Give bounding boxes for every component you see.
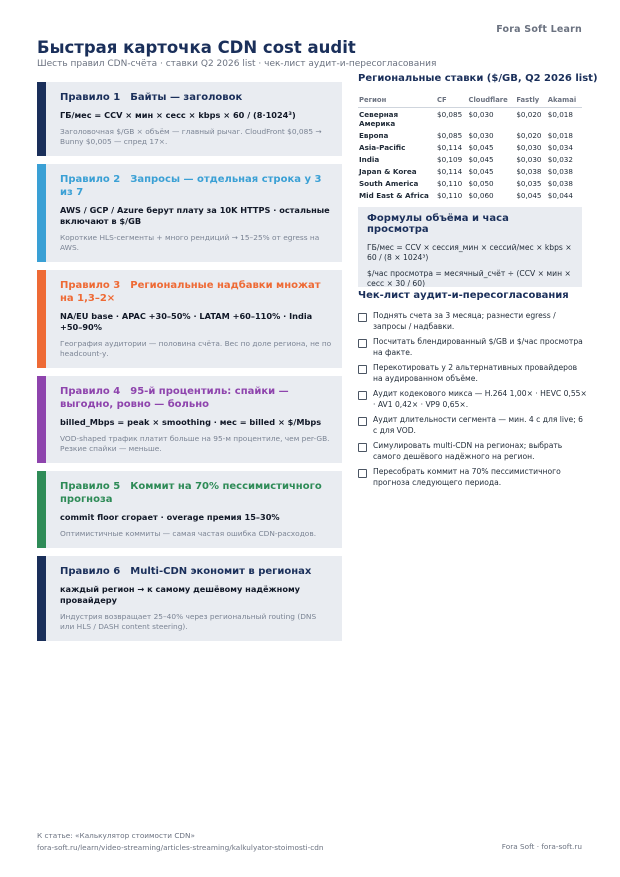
checklist-item-text: Пересобрать коммит на 70% пессимистичного прогноза следующего периода.: [373, 467, 561, 487]
rule-title: Запросы — отдельная строка у 3 из 7: [60, 174, 322, 198]
table-row: [358, 141, 582, 153]
table-row: [358, 189, 582, 201]
checklist-item: [358, 363, 588, 384]
rule-note: Короткие HLS-сегменты + много рендиций → 15–25% от egress на AWS.: [60, 233, 320, 252]
checklist-item: [358, 415, 588, 436]
rule-formula: каждый регион → к самому дешёвому надёжному провайдеру: [60, 584, 300, 605]
rule-heading: [60, 279, 332, 305]
checklist-item-text: Симулировать multi-CDN на регионах; выбрать самого дешёвого надёжного на регион.: [373, 441, 563, 461]
rule-title: Байты — заголовок: [130, 92, 243, 103]
rate-cell: $0,035: [516, 178, 542, 188]
checklist-item: [358, 337, 588, 358]
checkbox[interactable]: [358, 469, 367, 478]
region-cell: Европа: [359, 130, 389, 140]
footer-site-link[interactable]: Fora Soft · fora-soft.ru: [501, 842, 582, 851]
page-title: Быстрая карточка CDN cost audit: [37, 38, 356, 57]
footer-article-link[interactable]: fora-soft.ru/learn/video-streaming/articles-streaming/kalkulyator-stoimosti-cdn: [37, 843, 324, 852]
rate-cell: $0,038: [547, 166, 573, 176]
rate-cell: $0,085: [437, 109, 463, 119]
rate-cell: $0,034: [547, 142, 573, 152]
rule-heading: [60, 565, 332, 578]
rate-cell: $0,030: [468, 130, 494, 140]
page-subtitle: Шесть правил CDN-счёта · ставки Q2 2026 list · чек-лист аудит-и-пересогласования: [37, 59, 437, 69]
rules-column: [37, 82, 342, 649]
checkbox[interactable]: [358, 313, 367, 322]
rate-cell: $0,050: [468, 178, 494, 188]
rate-cell: $0,038: [516, 166, 542, 176]
rate-cell: $0,018: [547, 109, 573, 119]
rule-note: Оптимистичные коммиты — самая частая ошибка CDN-расходов.: [60, 529, 317, 538]
rule-title: Коммит на 70% пессимистичного прогноза: [60, 481, 322, 505]
rule-formula: NA/EU base · APAC +30–50% · LATAM +60–110% · India +50–90%: [60, 311, 313, 332]
checkbox[interactable]: [358, 339, 367, 348]
checklist-item-text: Аудит длительности сегмента — мин. 4 с для live; 6 с для VOD.: [373, 415, 583, 435]
checklist-item: [358, 389, 588, 410]
checklist-item: [358, 467, 588, 488]
volume-formula: ГБ/мес = CCV × сессия_мин × сессий/мес × kbps × 60 / (8 × 1024³): [367, 243, 572, 262]
watch-hour-formula: $/час просмотра = месячный_счёт ÷ (CCV × мин × сесс × 30 / 60): [367, 269, 571, 287]
rule-heading: [60, 385, 332, 411]
rule-title: Multi-CDN экономит в регионах: [130, 566, 312, 577]
region-cell: Asia-Pacific: [359, 142, 406, 152]
rule-title: Региональные надбавки множат на 1,3–2×: [60, 280, 321, 304]
column-header-cf: CF: [436, 94, 467, 108]
rule-note: География аудитории — половина счёта. Вес по доле региона, не по headcount-у.: [60, 339, 332, 358]
formula-box-title: Формулы объёма и часа просмотра: [367, 213, 509, 235]
checklist-item-text: Аудит кодекового микса — H.264 1,00× · HEVC 0,55× · AV1 0,42× · VP9 0,65×.: [373, 389, 587, 409]
rule-card-3: [37, 270, 342, 368]
table-row: [358, 153, 582, 165]
rate-cell: $0,044: [547, 190, 573, 200]
checklist-item: [358, 311, 588, 332]
rule-number: Правило 6: [60, 566, 121, 577]
rule-number: Правило 2: [60, 174, 121, 185]
rule-number: Правило 4: [60, 386, 121, 397]
footer-article-label: К статье: «Калькулятор стоимости CDN»: [37, 831, 195, 840]
rule-note: Индустрия возвращает 25–40% через региональный routing (DNS или HLS / DASH content steering).: [60, 612, 317, 631]
rates-title: Региональные ставки ($/GB, Q2 2026 list): [358, 73, 598, 84]
brand-label: Fora Soft Learn: [496, 24, 582, 35]
rate-cell: $0,030: [516, 154, 542, 164]
rate-cell: $0,045: [468, 166, 494, 176]
region-cell: South America: [359, 178, 419, 188]
rule-number: Правило 5: [60, 481, 121, 492]
footer-article: [37, 830, 324, 854]
checklist-item-text: Перекотировать у 2 альтернативных провайдеров на аудированном объёме.: [373, 363, 578, 383]
rule-card-1: [37, 82, 342, 156]
rule-note: Заголовочная $/GB × объём — главный рычаг. CloudFront $0,085 → Bunny $0,005 — спред 17×.: [60, 127, 322, 146]
rate-cell: $0,020: [516, 109, 542, 119]
column-header-region: Регион: [358, 94, 436, 108]
column-header-akamai: Akamai: [547, 94, 582, 108]
rule-number: Правило 3: [60, 280, 121, 291]
rule-formula: commit floor сгорает · overage премия 15–30%: [60, 512, 280, 522]
column-header-cloudflare: Cloudflare: [467, 94, 515, 108]
rates-table: [358, 94, 582, 201]
checklist: [358, 311, 588, 493]
checklist-item-text: Поднять счета за 3 месяца; разнести egress / запросы / надбавки.: [373, 311, 556, 331]
region-cell: India: [359, 154, 380, 164]
rate-cell: $0,060: [468, 190, 494, 200]
checkbox[interactable]: [358, 417, 367, 426]
table-header-row: [358, 94, 582, 108]
rule-note: VOD-shaped трафик платит больше на 95-м процентиле, чем per-GB. Резкие спайки — меньше.: [60, 434, 330, 453]
rate-cell: $0,045: [468, 142, 494, 152]
rate-cell: $0,114: [437, 166, 463, 176]
checkbox[interactable]: [358, 391, 367, 400]
rule-card-5: [37, 471, 342, 548]
checkbox[interactable]: [358, 365, 367, 374]
checkbox[interactable]: [358, 443, 367, 452]
rule-title: 95-й процентиль: спайки — выгодно, ровно — больно: [60, 386, 289, 410]
rule-card-6: [37, 556, 342, 641]
rate-cell: $0,110: [437, 190, 463, 200]
rule-number: Правило 1: [60, 92, 121, 103]
table-row: [358, 165, 582, 177]
checklist-item-text: Посчитать блендированный $/GB и $/час просмотра на факте.: [373, 337, 583, 357]
region-cell: Mid East & Africa: [359, 190, 429, 200]
rate-cell: $0,110: [437, 178, 463, 188]
rate-cell: $0,045: [516, 190, 542, 200]
rule-formula: billed_Mbps = peak × smoothing · мес = billed × $/Mbps: [60, 417, 322, 427]
column-header-fastly: Fastly: [515, 94, 546, 108]
table-row: [358, 129, 582, 141]
rate-cell: $0,114: [437, 142, 463, 152]
checklist-title: Чек-лист аудит-и-пересогласования: [358, 290, 569, 301]
formula-box: [358, 207, 582, 287]
rule-card-2: [37, 164, 342, 262]
rate-cell: $0,030: [516, 142, 542, 152]
rule-heading: [60, 91, 332, 104]
region-cell: Северная Америка: [359, 109, 399, 128]
rate-cell: $0,020: [516, 130, 542, 140]
rule-card-4: [37, 376, 342, 463]
rate-cell: $0,045: [468, 154, 494, 164]
rate-cell: $0,032: [547, 154, 573, 164]
table-row: [358, 177, 582, 189]
rule-formula: ГБ/мес = CCV × мин × сесс × kbps × 60 / (8·1024³): [60, 110, 296, 120]
rate-cell: $0,109: [437, 154, 463, 164]
rate-cell: $0,018: [547, 130, 573, 140]
region-cell: Japan & Korea: [359, 166, 417, 176]
checklist-item: [358, 441, 588, 462]
rate-cell: $0,038: [547, 178, 573, 188]
table-row: [358, 108, 582, 130]
rate-cell: $0,085: [437, 130, 463, 140]
rate-cell: $0,030: [468, 109, 494, 119]
rule-heading: [60, 173, 332, 199]
rule-heading: [60, 480, 332, 506]
rule-formula: AWS / GCP / Azure берут плату за 10K HTTPS · остальные включают в $/GB: [60, 205, 330, 226]
